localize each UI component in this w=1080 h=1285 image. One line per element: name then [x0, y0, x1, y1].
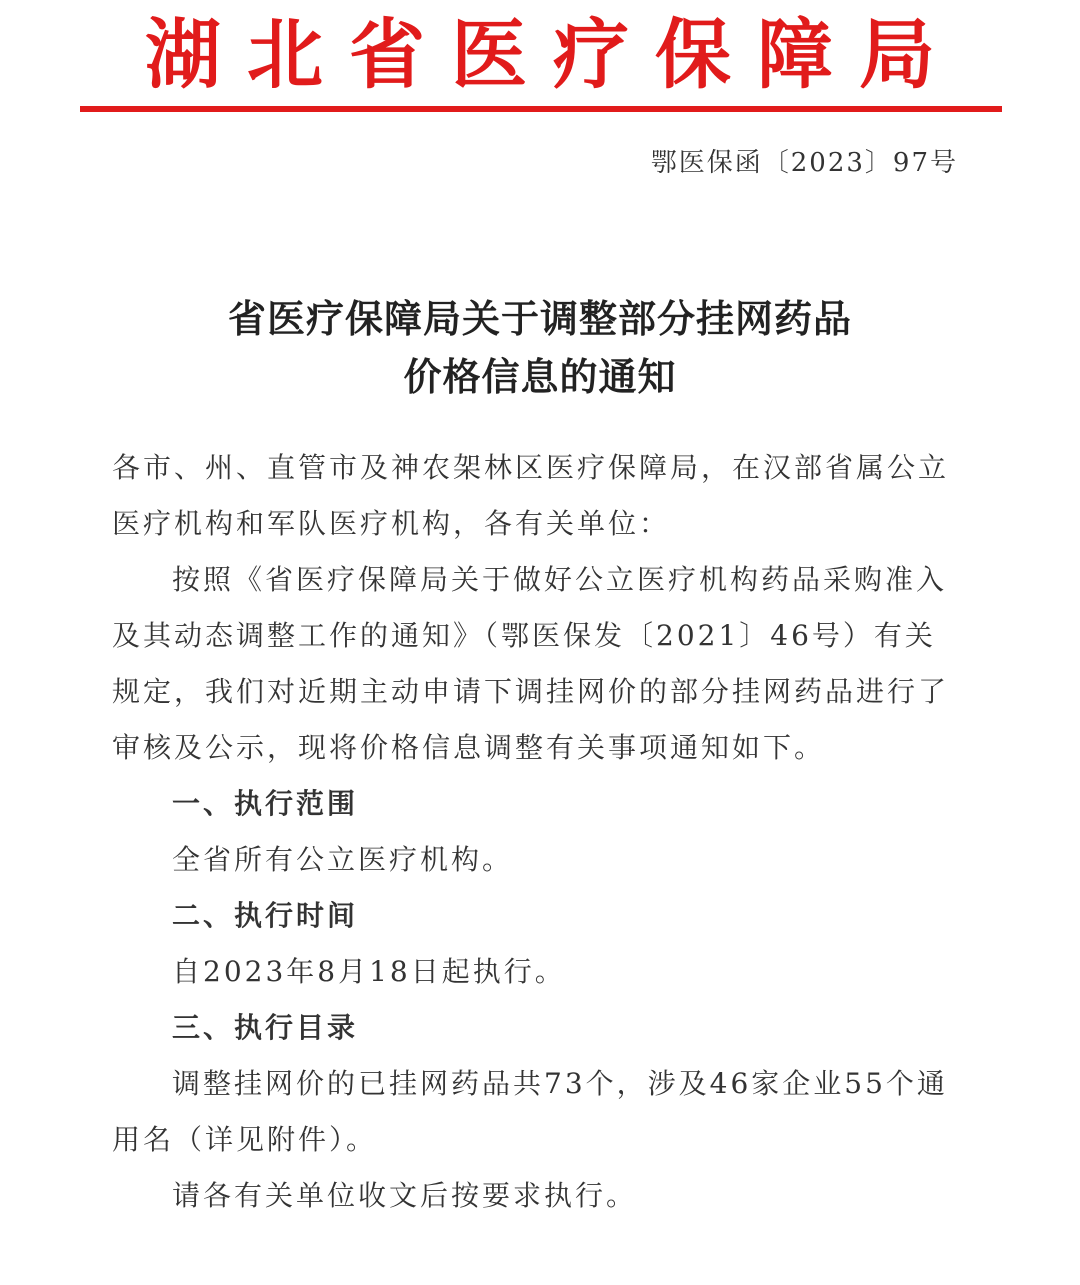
document-number: 鄂医保函〔2023〕97号: [650, 148, 958, 178]
section-2-text: 自2023年8月18日起执行。: [172, 955, 566, 988]
section-1-heading: 一、执行范围: [172, 787, 359, 820]
section-1-text: 全省所有公立医疗机构。: [172, 843, 514, 876]
letterhead-red-rule: [80, 106, 1002, 112]
notice-title: [0, 290, 1080, 406]
section-2-heading: 二、执行时间: [172, 899, 359, 932]
recipients-paragraph: 各市、州、直管市及神农架林区医疗保障局，在汉部省属公立医疗机构和军队医疗机构，各有关单位：: [112, 451, 950, 540]
closing-paragraph: 请各有关单位收文后按要求执行。: [172, 1179, 638, 1212]
notice-title-line-1: 省医疗保障局关于调整部分挂网药品: [227, 296, 852, 341]
intro-paragraph: 按照《省医疗保障局关于做好公立医疗机构药品采购准入及其动态调整工作的通知》（鄂医保发〔2021〕46号）有关规定，我们对近期主动申请下调挂网价的部分挂网药品进行了审核及公示，现将价格信息调整有关事项通知如下。: [112, 563, 950, 764]
section-3-text: 调整挂网价的已挂网药品共73个，涉及46家企业55个通用名（详见附件）。: [112, 1067, 948, 1156]
notice-body: [112, 440, 962, 1224]
letterhead-agency-name: 湖北省医疗保障局: [145, 10, 961, 99]
section-3-heading: 三、执行目录: [172, 1011, 359, 1044]
notice-title-line-2: 价格信息的通知: [403, 354, 677, 399]
